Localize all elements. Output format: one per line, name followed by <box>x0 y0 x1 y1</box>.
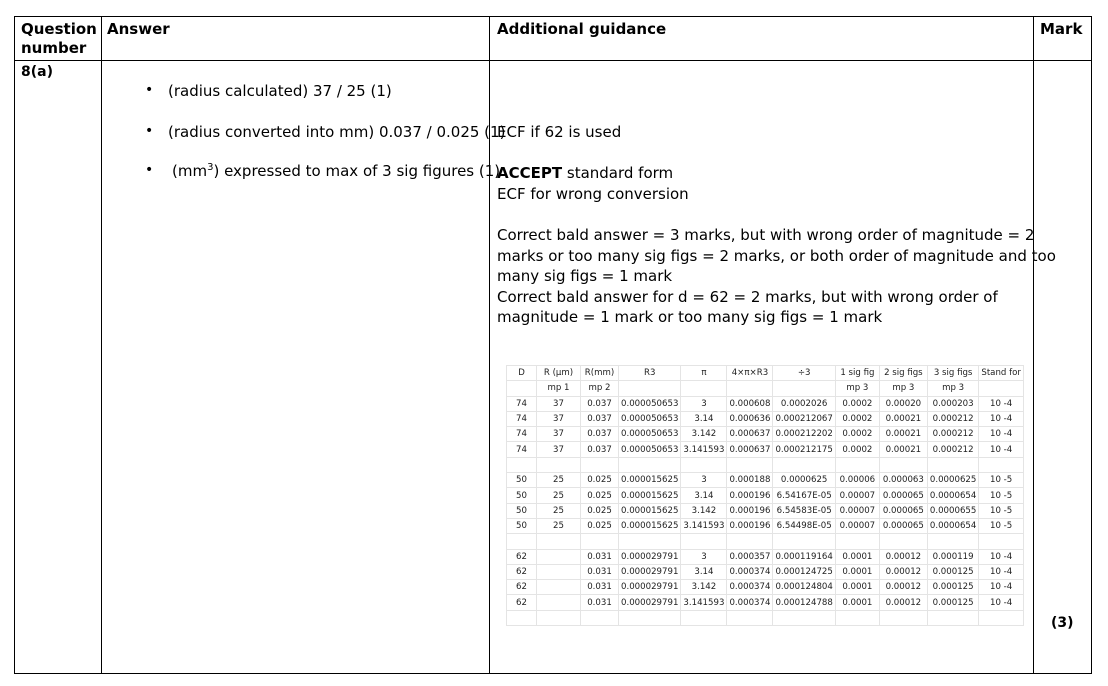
spreadsheet-cell: 0.000608 <box>727 396 773 411</box>
spreadsheet-cell <box>581 534 619 549</box>
header-mark: Mark <box>1040 20 1083 38</box>
spreadsheet-cell <box>537 534 581 549</box>
spreadsheet-cell: 0.000212 <box>927 411 978 426</box>
column-divider <box>1033 17 1034 673</box>
spreadsheet-cell: D <box>507 366 537 381</box>
spreadsheet-cell: 0.000212175 <box>773 442 835 457</box>
spreadsheet-cell: 0.031 <box>581 564 619 579</box>
bullet-icon: • <box>145 123 154 139</box>
spreadsheet-cell: 0.00012 <box>879 549 927 564</box>
spreadsheet-cell: 0.00006 <box>835 473 879 488</box>
spreadsheet-cell: 0.000637 <box>727 442 773 457</box>
spreadsheet-cell: 0.000637 <box>727 427 773 442</box>
unit-superscript: 3 <box>207 162 214 173</box>
spreadsheet-cell: 0.0001 <box>835 580 879 595</box>
spreadsheet-cell: 50 <box>507 473 537 488</box>
spreadsheet-cell: 0.025 <box>581 473 619 488</box>
guidance-paragraph-1-line-1: Correct bald answer = 3 marks, but with wrong order of magnitude = 2 <box>497 226 1035 244</box>
spreadsheet-cell <box>979 457 1024 472</box>
spreadsheet-cell: 0.00021 <box>879 442 927 457</box>
spreadsheet-cell <box>773 381 835 396</box>
question-number: 8(a) <box>21 64 53 80</box>
spreadsheet-cell: 3.141593 <box>681 442 727 457</box>
spreadsheet-row <box>507 580 1024 595</box>
spreadsheet-cell: 10 -4 <box>979 564 1024 579</box>
unit-base: (mm <box>172 162 208 180</box>
column-divider <box>101 17 102 673</box>
spreadsheet-cell: 37 <box>537 442 581 457</box>
spreadsheet-cell: 0.000050653 <box>619 396 681 411</box>
spreadsheet-cell <box>681 610 727 625</box>
spreadsheet-cell: 0.000065 <box>879 518 927 533</box>
spreadsheet-cell: 0.00012 <box>879 595 927 610</box>
spreadsheet-cell: 3.14 <box>681 411 727 426</box>
spreadsheet-cell <box>537 549 581 564</box>
spreadsheet-cell: 0.037 <box>581 396 619 411</box>
spreadsheet-cell: 0.000212 <box>927 442 978 457</box>
spreadsheet-cell: 0.000015625 <box>619 518 681 533</box>
spreadsheet-cell: 0.00012 <box>879 564 927 579</box>
spreadsheet-cell <box>979 381 1024 396</box>
spreadsheet-cell: 3.142 <box>681 580 727 595</box>
answer-point-1: (radius calculated) 37 / 25 (1) <box>168 82 392 100</box>
spreadsheet-cell: 0.000029791 <box>619 564 681 579</box>
spreadsheet-cell: 0.00021 <box>879 411 927 426</box>
spreadsheet-cell: 6.54583E-05 <box>773 503 835 518</box>
spreadsheet-cell <box>835 457 879 472</box>
spreadsheet-cell: 37 <box>537 427 581 442</box>
spreadsheet-cell <box>879 457 927 472</box>
spreadsheet-cell: mp 3 <box>927 381 978 396</box>
spreadsheet-cell: 0.000015625 <box>619 488 681 503</box>
spreadsheet-cell: ÷3 <box>773 366 835 381</box>
spreadsheet-cell: 0.000015625 <box>619 473 681 488</box>
spreadsheet-cell: 74 <box>507 411 537 426</box>
spreadsheet-cell: 0.0000654 <box>927 518 978 533</box>
spreadsheet-cell: 0.0001 <box>835 595 879 610</box>
spreadsheet-row <box>507 427 1024 442</box>
guidance-ecf-62: ECF if 62 is used <box>497 123 622 141</box>
spreadsheet-cell <box>879 610 927 625</box>
spreadsheet-cell: 0.000212067 <box>773 411 835 426</box>
spreadsheet-cell: 0.000029791 <box>619 595 681 610</box>
bullet-icon: • <box>145 82 154 98</box>
spreadsheet-cell <box>537 580 581 595</box>
spreadsheet-cell <box>619 457 681 472</box>
spreadsheet-cell: 0.0002 <box>835 427 879 442</box>
spreadsheet-cell: 37 <box>537 396 581 411</box>
spreadsheet-cell: 10 -5 <box>979 503 1024 518</box>
answer-point-3-text: expressed to max of 3 sig figures (1) <box>224 162 501 180</box>
spreadsheet-cell: 0.000124788 <box>773 595 835 610</box>
spreadsheet-cell: 0.025 <box>581 488 619 503</box>
spreadsheet-cell <box>927 457 978 472</box>
spreadsheet-cell: Stand for <box>979 366 1024 381</box>
spreadsheet-cell: 0.000374 <box>727 564 773 579</box>
spreadsheet-cell: 37 <box>537 411 581 426</box>
spreadsheet-row <box>507 488 1024 503</box>
spreadsheet-row <box>507 503 1024 518</box>
spreadsheet-cell: 0.00007 <box>835 518 879 533</box>
spreadsheet-cell: 25 <box>537 518 581 533</box>
spreadsheet-row <box>507 411 1024 426</box>
spreadsheet-row <box>507 518 1024 533</box>
spreadsheet-cell: 0.037 <box>581 411 619 426</box>
spreadsheet-cell: 0.0001 <box>835 564 879 579</box>
spreadsheet-cell: 0.000196 <box>727 488 773 503</box>
spreadsheet-cell: 0.000125 <box>927 580 978 595</box>
header-divider <box>15 60 1091 61</box>
spreadsheet-cell <box>619 381 681 396</box>
spreadsheet-cell: 10 -4 <box>979 580 1024 595</box>
spreadsheet-cell: 62 <box>507 564 537 579</box>
spreadsheet-cell: mp 2 <box>581 381 619 396</box>
spreadsheet-cell: 10 -5 <box>979 488 1024 503</box>
spreadsheet-cell: 0.0002 <box>835 442 879 457</box>
spreadsheet-row <box>507 610 1024 625</box>
spreadsheet-cell: 3 <box>681 549 727 564</box>
spreadsheet-header-row <box>507 366 1024 381</box>
spreadsheet-cell: 50 <box>507 488 537 503</box>
spreadsheet-cell: 0.000125 <box>927 564 978 579</box>
spreadsheet-cell: 0.000125 <box>927 595 978 610</box>
guidance-paragraph-2-line-1: Correct bald answer for d = 62 = 2 marks, but with wrong order of <box>497 287 998 306</box>
spreadsheet-cell: 2 sig figs <box>879 366 927 381</box>
spreadsheet-cell <box>537 564 581 579</box>
spreadsheet-cell: 0.0000625 <box>773 473 835 488</box>
spreadsheet-cell <box>979 534 1024 549</box>
calculation-spreadsheet <box>506 365 1024 626</box>
spreadsheet-cell <box>927 610 978 625</box>
spreadsheet-row <box>507 442 1024 457</box>
spreadsheet-cell: 0.000196 <box>727 518 773 533</box>
spreadsheet-cell <box>773 457 835 472</box>
spreadsheet-cell: 6.54167E-05 <box>773 488 835 503</box>
spreadsheet-cell: 0.0000655 <box>927 503 978 518</box>
spreadsheet-cell <box>581 457 619 472</box>
spreadsheet-cell: 0.000029791 <box>619 580 681 595</box>
guidance-paragraph-1-line-3: many sig figs = 1 mark <box>497 267 673 285</box>
spreadsheet-cell: 1 sig fig <box>835 366 879 381</box>
spreadsheet-cell: 0.031 <box>581 549 619 564</box>
spreadsheet-cell: 0.000636 <box>727 411 773 426</box>
spreadsheet-cell: mp 1 <box>537 381 581 396</box>
spreadsheet-cell <box>773 534 835 549</box>
spreadsheet-subheader-row <box>507 381 1024 396</box>
spreadsheet-cell: 0.000050653 <box>619 442 681 457</box>
spreadsheet-cell: 0.00012 <box>879 580 927 595</box>
spreadsheet-cell <box>507 534 537 549</box>
spreadsheet-cell: 0.000374 <box>727 580 773 595</box>
header-question-number: Question number <box>21 20 97 57</box>
guidance-accept <box>497 163 673 184</box>
spreadsheet-cell <box>727 381 773 396</box>
header-additional-guidance: Additional guidance <box>497 20 667 38</box>
spreadsheet-cell: 0.000203 <box>927 396 978 411</box>
spreadsheet-cell <box>773 610 835 625</box>
spreadsheet-cell: 0.000050653 <box>619 411 681 426</box>
spreadsheet-cell: 0.000119164 <box>773 549 835 564</box>
spreadsheet-row <box>507 549 1024 564</box>
spreadsheet-row <box>507 396 1024 411</box>
spreadsheet-cell <box>727 610 773 625</box>
spreadsheet-cell: R3 <box>619 366 681 381</box>
answer-point-2: (radius converted into mm) 0.037 / 0.025 (1) <box>168 123 506 141</box>
spreadsheet-row <box>507 473 1024 488</box>
spreadsheet-cell <box>681 381 727 396</box>
spreadsheet-cell: 0.000065 <box>879 503 927 518</box>
spreadsheet-cell: 62 <box>507 549 537 564</box>
spreadsheet-cell: 0.031 <box>581 580 619 595</box>
header-answer: Answer <box>107 20 170 38</box>
guidance-paragraph-2-line-2: magnitude = 1 mark or too many sig figs = 1 mark <box>497 308 883 326</box>
accept-keyword: ACCEPT <box>497 164 563 182</box>
column-divider <box>489 17 490 673</box>
spreadsheet-cell: 0.000357 <box>727 549 773 564</box>
spreadsheet-cell: 10 -5 <box>979 518 1024 533</box>
spreadsheet-cell: R (µm) <box>537 366 581 381</box>
spreadsheet-cell <box>835 534 879 549</box>
spreadsheet-cell: 0.000212202 <box>773 427 835 442</box>
spreadsheet-cell: 0.00021 <box>879 427 927 442</box>
spreadsheet-cell <box>619 534 681 549</box>
spreadsheet-cell: 74 <box>507 427 537 442</box>
spreadsheet-cell: 0.000124725 <box>773 564 835 579</box>
spreadsheet-cell <box>727 457 773 472</box>
spreadsheet-cell: 0.000212 <box>927 427 978 442</box>
spreadsheet-cell: 62 <box>507 580 537 595</box>
spreadsheet-cell <box>619 610 681 625</box>
spreadsheet-cell: 3 <box>681 473 727 488</box>
spreadsheet-cell: 3.14 <box>681 564 727 579</box>
spreadsheet-row <box>507 564 1024 579</box>
spreadsheet-cell: 0.0002 <box>835 411 879 426</box>
spreadsheet-cell: 0.000065 <box>879 488 927 503</box>
spreadsheet-cell: 0.031 <box>581 595 619 610</box>
spreadsheet-cell: 0.0001 <box>835 549 879 564</box>
spreadsheet-cell <box>507 457 537 472</box>
spreadsheet-cell: 50 <box>507 503 537 518</box>
spreadsheet-cell: 0.000029791 <box>619 549 681 564</box>
bullet-icon: • <box>145 162 154 178</box>
spreadsheet-cell: 10 -4 <box>979 595 1024 610</box>
spreadsheet-cell: 10 -4 <box>979 549 1024 564</box>
spreadsheet-cell: 0.037 <box>581 427 619 442</box>
spreadsheet-row <box>507 534 1024 549</box>
spreadsheet-cell: 0.0000654 <box>927 488 978 503</box>
spreadsheet-cell: 3.142 <box>681 427 727 442</box>
spreadsheet-cell: 10 -4 <box>979 427 1024 442</box>
spreadsheet-cell: 0.025 <box>581 518 619 533</box>
spreadsheet-cell: 50 <box>507 518 537 533</box>
spreadsheet-cell <box>681 534 727 549</box>
guidance-ecf-conversion: ECF for wrong conversion <box>497 185 689 203</box>
spreadsheet-cell <box>537 595 581 610</box>
spreadsheet-cell: 10 -4 <box>979 442 1024 457</box>
spreadsheet-cell: 3.141593 <box>681 595 727 610</box>
spreadsheet-cell <box>581 610 619 625</box>
spreadsheet-cell: 0.0002026 <box>773 396 835 411</box>
spreadsheet-cell: π <box>681 366 727 381</box>
spreadsheet-cell: 25 <box>537 473 581 488</box>
spreadsheet-cell <box>537 457 581 472</box>
answer-point-3 <box>172 161 500 182</box>
spreadsheet-cell: 10 -4 <box>979 411 1024 426</box>
spreadsheet-cell: 3 sig figs <box>927 366 978 381</box>
spreadsheet-cell: 10 -4 <box>979 396 1024 411</box>
spreadsheet-cell: 3.141593 <box>681 518 727 533</box>
spreadsheet-cell: 0.000050653 <box>619 427 681 442</box>
spreadsheet-cell: 0.000119 <box>927 549 978 564</box>
spreadsheet-row <box>507 595 1024 610</box>
spreadsheet-cell: 6.54498E-05 <box>773 518 835 533</box>
spreadsheet-cell: 25 <box>537 488 581 503</box>
spreadsheet-cell: 0.000374 <box>727 595 773 610</box>
spreadsheet-cell: 3.142 <box>681 503 727 518</box>
spreadsheet-cell: 74 <box>507 396 537 411</box>
spreadsheet-cell: 0.00007 <box>835 503 879 518</box>
spreadsheet-cell <box>537 610 581 625</box>
mark-total: (3) <box>1051 615 1074 631</box>
spreadsheet-cell: 0.000124804 <box>773 580 835 595</box>
spreadsheet-cell <box>681 457 727 472</box>
spreadsheet-cell: mp 3 <box>879 381 927 396</box>
spreadsheet-cell: 62 <box>507 595 537 610</box>
spreadsheet-cell: 3.14 <box>681 488 727 503</box>
spreadsheet-cell: 25 <box>537 503 581 518</box>
spreadsheet-cell: 0.0002 <box>835 396 879 411</box>
spreadsheet-cell: 4×π×R3 <box>727 366 773 381</box>
spreadsheet-cell <box>979 610 1024 625</box>
spreadsheet-cell: 0.00007 <box>835 488 879 503</box>
spreadsheet-cell: 74 <box>507 442 537 457</box>
spreadsheet-cell: mp 3 <box>835 381 879 396</box>
accept-rest: standard form <box>562 164 674 182</box>
spreadsheet-cell <box>507 610 537 625</box>
spreadsheet-row <box>507 457 1024 472</box>
spreadsheet-cell: R(mm) <box>581 366 619 381</box>
spreadsheet-cell: 0.0000625 <box>927 473 978 488</box>
spreadsheet-cell: 0.037 <box>581 442 619 457</box>
spreadsheet-cell: 0.000015625 <box>619 503 681 518</box>
spreadsheet-cell <box>835 610 879 625</box>
spreadsheet-cell <box>927 534 978 549</box>
spreadsheet-cell: 10 -5 <box>979 473 1024 488</box>
spreadsheet-cell: 0.000063 <box>879 473 927 488</box>
spreadsheet-cell: 0.000196 <box>727 503 773 518</box>
spreadsheet-cell <box>727 534 773 549</box>
spreadsheet-cell <box>507 381 537 396</box>
spreadsheet-cell: 0.025 <box>581 503 619 518</box>
spreadsheet-cell: 0.00020 <box>879 396 927 411</box>
guidance-paragraph-1-line-2: marks or too many sig figs = 2 marks, or both order of magnitude and too <box>497 246 1056 265</box>
spreadsheet-cell: 0.000188 <box>727 473 773 488</box>
spreadsheet-cell <box>879 534 927 549</box>
unit-close: ) <box>213 162 220 180</box>
spreadsheet-cell: 3 <box>681 396 727 411</box>
